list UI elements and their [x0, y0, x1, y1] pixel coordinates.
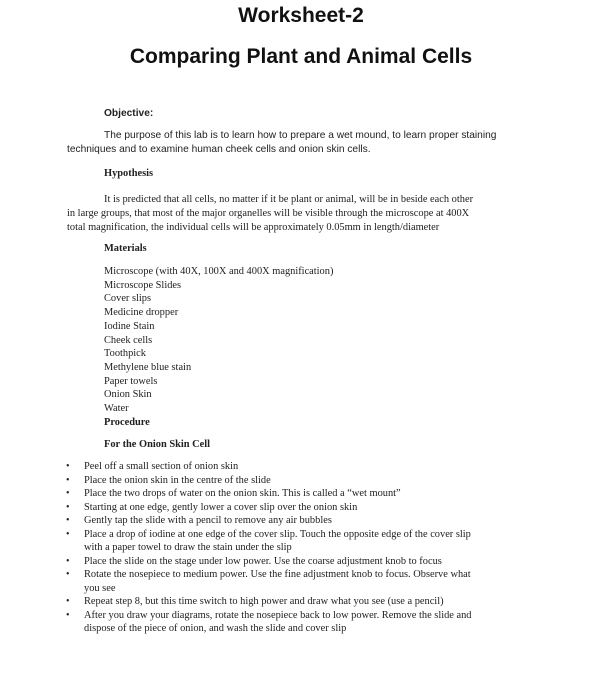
bullet-icon: • [66, 569, 70, 580]
bullet-icon: • [66, 609, 70, 621]
procedure-step-text: Gently tap the slide with a pencil to remove any air bubbles [84, 515, 332, 526]
procedure-step [64, 555, 594, 569]
materials-item: Methylene blue stain [104, 361, 192, 373]
procedure-step-text: Place the onion skin in the centre of the slide [84, 474, 271, 486]
bullet-icon: • [66, 474, 70, 486]
procedure-step [64, 609, 594, 636]
onion-procedure-steps [64, 460, 594, 636]
procedure-step [64, 474, 594, 488]
procedure-step [64, 595, 594, 609]
procedure-step-text: Starting at one edge, gently lower a cover slip over the onion skin [84, 501, 358, 513]
procedure-step-text-cont: dispose of the piece of onion, and wash the slide and cover slip [84, 623, 347, 634]
hypothesis-text-line-1: It is predicted that all cells, no matter if it be plant or animal, will be in beside each other [104, 194, 474, 205]
materials-item: Water [104, 403, 129, 415]
bullet-icon: • [66, 461, 70, 472]
procedure-step-text: Repeat step 8, but this time switch to high power and draw what you see (use a pencil) [84, 596, 444, 607]
procedure-step-text: Place the slide on the stage under low power. Use the coarse adjustment knob to focus [84, 555, 442, 567]
bullet-icon: • [66, 555, 70, 567]
procedure-step [64, 568, 594, 595]
objective-text-line-2: techniques and to examine human cheek cells and onion skin cells. [67, 144, 371, 155]
materials-item: Microscope (with 40X, 100X and 400X magnification) [104, 266, 334, 277]
procedure-step-text: Place the two drops of water on the onion skin. This is called a “wet mount” [84, 488, 401, 499]
procedure-step-text: Place a drop of iodine at one edge of the cover slip. Touch the opposite edge of the cover slip [84, 528, 471, 540]
materials-item: Cover slips [104, 293, 152, 305]
procedure-step-text: After you draw your diagrams, rotate the nosepiece back to low power. Remove the slide and [84, 609, 472, 621]
bullet-icon: • [66, 596, 70, 607]
objective-heading: Objective: [104, 108, 154, 119]
worksheet-main-title: Comparing Plant and Animal Cells [129, 45, 473, 68]
onion-procedure-subheading: For the Onion Skin Cell [104, 439, 211, 450]
hypothesis-text-line-2: in large groups, that most of the major organelles will be visible through the microscope at 400X [67, 208, 470, 219]
procedure-step-text: Rotate the nosepiece to medium power. Use the fine adjustment knob to focus. Observe what [84, 569, 471, 580]
procedure-step [64, 460, 594, 474]
materials-heading: Materials [104, 243, 147, 254]
objective-text-line-1: The purpose of this lab is to learn how to prepare a wet mound, to learn proper staining [104, 130, 497, 141]
hypothesis-text-line-3: total magnification, the individual cells will be approximately 0.05mm in length/diameter [67, 222, 440, 233]
materials-item: Paper towels [104, 375, 158, 387]
worksheet-number-title: Worksheet-2 [238, 4, 364, 27]
procedure-step [64, 514, 594, 528]
bullet-icon: • [66, 501, 70, 513]
materials-item: Toothpick [104, 348, 146, 360]
procedure-step [64, 501, 594, 515]
materials-item: Cheek cells [104, 334, 153, 346]
hypothesis-heading: Hypothesis [104, 168, 154, 179]
materials-item: Microscope Slides [104, 279, 182, 291]
materials-item: Onion Skin [104, 389, 152, 401]
procedure-step-text-cont: you see [84, 582, 116, 594]
bullet-icon: • [66, 515, 70, 526]
procedure-step-text-cont: with a paper towel to draw the stain under the slip [84, 542, 292, 553]
bullet-icon: • [66, 488, 70, 499]
materials-item: Medicine dropper [104, 307, 179, 319]
materials-item: Iodine Stain [104, 320, 155, 332]
procedure-step [64, 487, 594, 501]
procedure-step [64, 528, 594, 555]
procedure-heading: Procedure [104, 417, 150, 428]
procedure-step-text: Peel off a small section of onion skin [84, 461, 239, 472]
bullet-icon: • [66, 528, 70, 540]
materials-list [104, 265, 333, 416]
